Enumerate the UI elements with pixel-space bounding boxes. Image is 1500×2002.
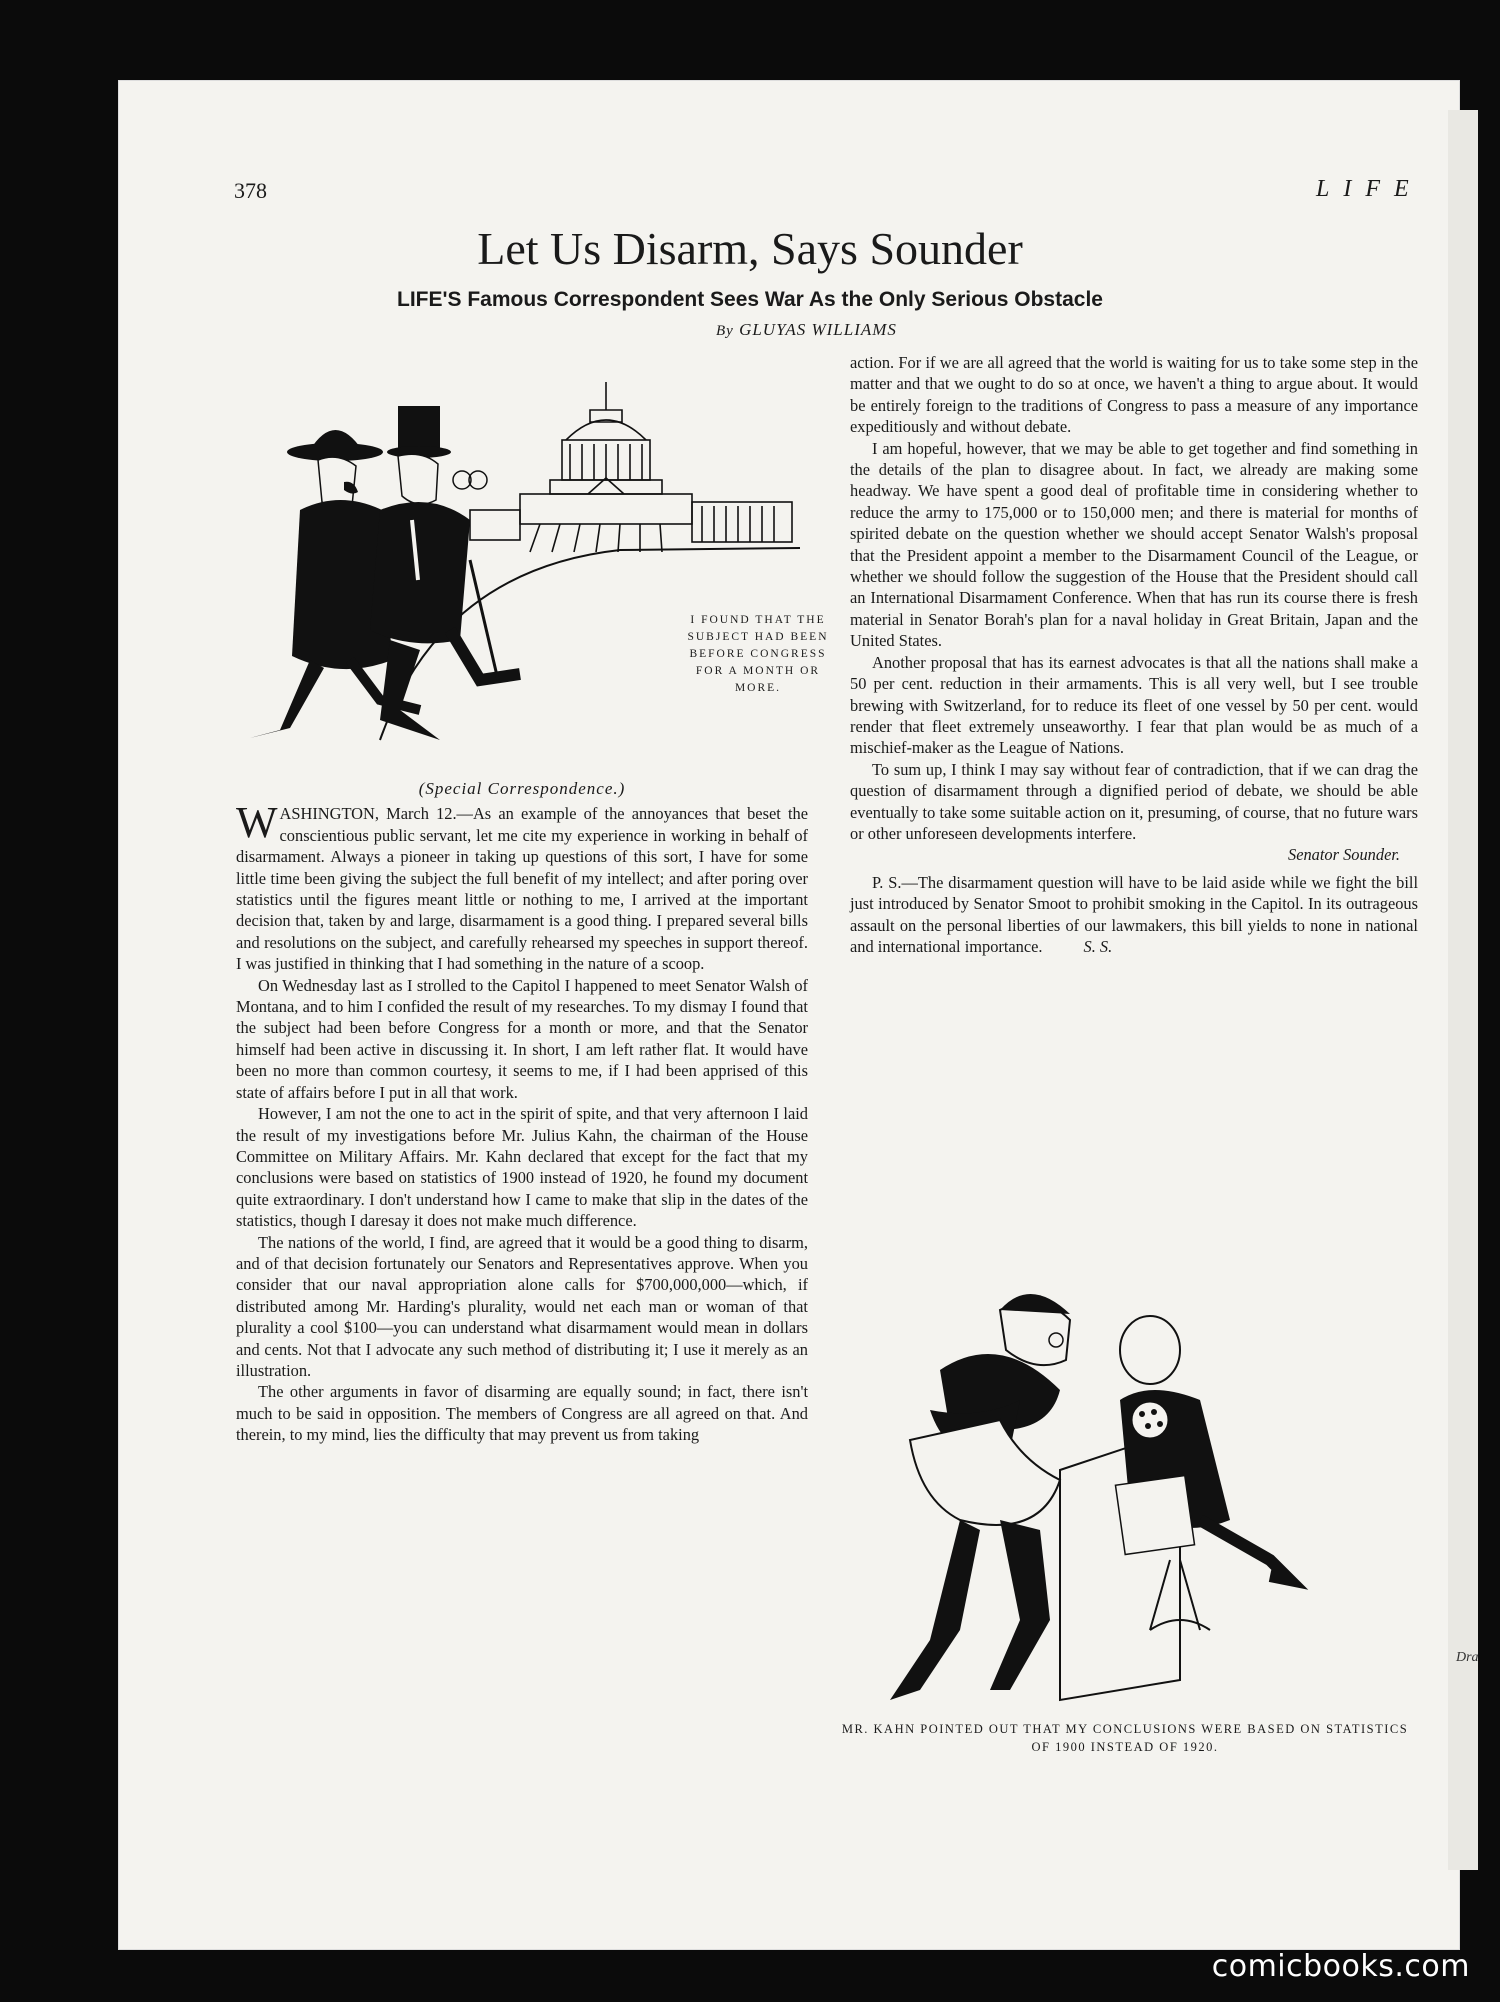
right-column xyxy=(850,352,1418,957)
article-subtitle: LIFE'S Famous Correspondent Sees War As the Only Serious Obstacle xyxy=(397,288,1103,311)
article-paragraph: To sum up, I think I may say without fear of contradiction, that if we can drag the question of disarmament through a dignified period of debate, we should be able eventually to take some suitable action on it, presuming, of course, that no future wars or other unforeseen developments interfere. xyxy=(850,759,1418,843)
byline-prefix: By xyxy=(716,323,734,339)
left-column xyxy=(236,778,808,1446)
facing-page-fragment: Dra xyxy=(1456,1650,1479,1665)
dateline-note: (Special Correspondence.) xyxy=(418,779,626,798)
article-paragraph: The other arguments in favor of disarming are equally sound; in fact, there isn't much to be said in opposition. The members of Congress are all agreed on that. And therein, to my mind, lies the difficulty that may prevent us from taking xyxy=(236,1382,808,1445)
article-paragraph: action. For if we are all agreed that the world is waiting for us to take some step in the matter and that we ought to do so at once, we haven't a thing to argue about. It would be entirely foreign to the traditions of Congress to pass a measure of any importance expeditiously and without debate. xyxy=(850,353,1418,437)
article-paragraph: On Wednesday last as I strolled to the Capitol I happened to meet Senator Walsh of Montana, and to him I confided the result of my researches. To my dismay I found that the subject had been before Congress for a month or more, and that the Senator himself had been active in discussing it. In short, I am left rather flat. It would have been no more than common courtesy, it seems to me, if I had been apprised of this state of affairs before I put in all that work. xyxy=(236,975,808,1102)
article-paragraph: The nations of the world, I find, are agreed that it would be a good thing to disarm, and of that decision fortunately our Senators and Representatives approve. When you consider that our naval appropriation alone calls for $700,000,000—which, if distributed among Mr. Harding's plurality, would net each man or woman of that plurality a cool $100—you can understand what disarmament would mean in dollars and cents. Not that I advocate any such method of distributing it; I use it merely as an illustration. xyxy=(236,1232,808,1380)
signature: Senator Sounder. xyxy=(1288,845,1400,865)
drop-cap: W xyxy=(236,798,278,848)
article-title: Let Us Disarm, Says Sounder xyxy=(477,223,1023,274)
capitol-cartoon-illustration xyxy=(240,370,840,760)
kahn-cartoon-illustration xyxy=(850,1280,1410,1710)
facing-page-edge xyxy=(1448,110,1478,1870)
byline xyxy=(716,320,897,340)
running-head: LIFE xyxy=(1316,176,1423,202)
article-paragraph: WASHINGTON, March 12.—As an example of the annoyances that beset the conscientious public servant, let me cite my experience in working in behalf of disarmament. Always a pioneer in taking up questions of this sort, I have for some little time been giving the subject the full benefit of my intellect; and after poring over statistics until the figures meant little or nothing to me, I arrived at the important decision that, taken by and large, disarmament is a good thing. I prepared several bills and resolutions on the subject, and carefully rehearsed my speeches in support thereof. I was justified in thinking that I had something in the nature of a scoop. xyxy=(236,798,808,974)
postscript: P. S.—The disarmament question will have to be laid aside while we fight the bill just introduced by Senator Smoot to prohibit smoking in the Capitol. In its outrageous assault on the personal liberties of our lawmakers, this bill yields to none in national and international importance. S. S. xyxy=(850,872,1418,956)
article-paragraph: Another proposal that has its earnest advocates is that all the nations shall make a 50 per cent. reduction in their armaments. This is all very well, but I see trouble brewing with Switzerland, for to reduce its fleet of one vessel by 50 per cent. would render that fleet extremely unseaworthy. I fear that plan would be as much of a mischief-maker as the League of Nations. xyxy=(850,652,1418,758)
page-number: 378 xyxy=(234,178,267,203)
bottom-illustration-caption: MR. KAHN POINTED OUT THAT MY CONCLUSIONS WERE BASED ON STATISTICS OF 1900 INSTEAD OF 1920. xyxy=(841,1722,1409,1754)
top-illustration-caption: I FOUND THAT THE SUBJECT HAD BEEN BEFORE CONGRESS FOR A MONTH OR MORE. xyxy=(687,614,829,694)
postscript-initials: S. S. xyxy=(1083,936,1113,956)
article-paragraph: I am hopeful, however, that we may be able to get together and find something in the details of the plan to disagree about. In fact, we already are making some headway. We have spent a good deal of profitable time in considering whether to reduce the army to 175,000 or to 150,000 men; and there is material for months of spirited debate on the question whether we should accept Senator Walsh's proposal that the President appoint a member to the Disarmament Council of the League, or whether we should follow the suggestion of the House that the President should call an International Disarmament Conference. When that has run its course there is fresh material in Senator Borah's plan for a naval holiday in Great Britain, Japan and the United States. xyxy=(850,438,1418,651)
site-watermark: comicbooks.com xyxy=(1211,1949,1470,1984)
byline-author: GLUYAS WILLIAMS xyxy=(739,320,897,339)
article-paragraph: However, I am not the one to act in the spirit of spite, and that very afternoon I laid the result of my investigations before Mr. Julius Kahn, the chairman of the House Committee on Military Affairs. Mr. Kahn declared that except for the fact that my conclusions were based on statistics of 1900 instead of 1920, he found my document quite extraordinary. I don't understand how I came to make that slip in the dates of the statistics, though I daresay it does not make much difference. xyxy=(236,1104,808,1231)
